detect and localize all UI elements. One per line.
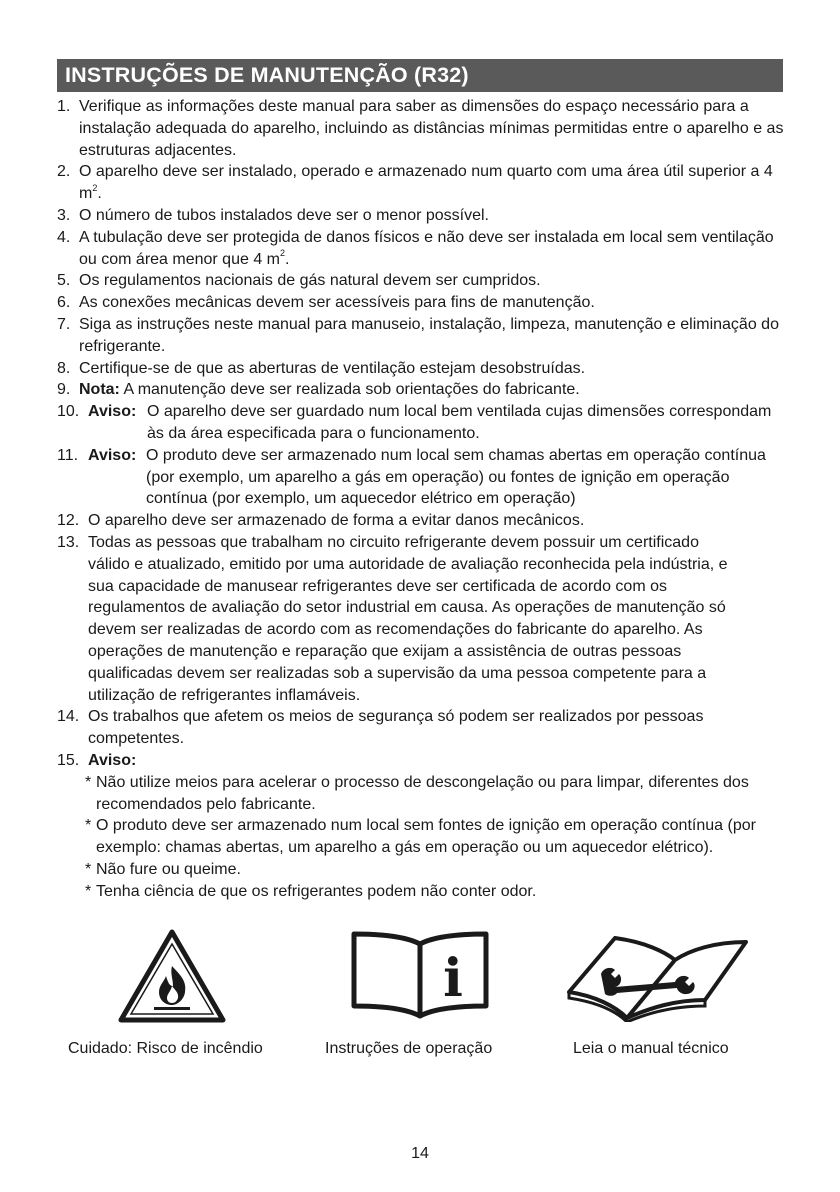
list-item	[57, 358, 787, 380]
list-item	[57, 750, 787, 772]
item-number: 8.	[57, 359, 71, 377]
list-item	[57, 532, 787, 706]
list-item	[57, 161, 787, 205]
item-text: Os trabalhos que afetem os meios de segurança só podem ser realizados por pessoas competentes.	[88, 708, 704, 748]
page-number: 14	[411, 1145, 429, 1162]
list-item	[57, 445, 787, 510]
warning-bullets	[57, 772, 787, 903]
item-number: 5.	[57, 272, 71, 290]
list-item	[57, 227, 787, 271]
list-item	[57, 401, 787, 445]
technical-manual-caption: Leia o manual técnico	[573, 1040, 729, 1057]
list-item	[57, 96, 787, 161]
item-number: 11.	[57, 446, 79, 464]
item-number: 3.	[57, 206, 71, 224]
info-glyph: i	[443, 948, 463, 1009]
bullet-marker: *	[85, 882, 92, 900]
item-number: 13.	[57, 533, 80, 551]
item-text: A tubulação deve ser protegida de danos físicos e não deve ser instalada em local sem ventilação ou com área menor que 4 $m^2$.	[79, 228, 774, 268]
item-number: 4.	[57, 228, 71, 246]
superscript: 2	[280, 248, 286, 259]
list-item	[57, 379, 787, 401]
item-number: 6.	[57, 294, 71, 312]
bullet-item: * Não utilize meios para acelerar o processo de descongelação ou para limpar, diferentes dos recomendados pelo fabricante.	[85, 772, 787, 816]
bullet-marker: *	[85, 860, 92, 878]
bullet-marker: *	[85, 817, 92, 835]
item-text: Nota: A manutenção deve ser realizada sob orientações do fabricante.	[79, 381, 580, 399]
item-number: 9.	[57, 381, 71, 399]
bullet-item: * Não fure ou queime.	[85, 859, 787, 881]
item-text: O aparelho deve ser armazenado de forma a evitar danos mecânicos.	[88, 512, 585, 530]
item-number: 1.	[57, 98, 71, 115]
list-item	[57, 205, 787, 227]
item-text: O aparelho deve ser instalado, operado e armazenado num quarto com uma área útil superior a 4 $m^2$.	[79, 163, 773, 203]
superscript: 2	[92, 182, 98, 193]
note-label: Nota:	[79, 381, 120, 399]
item-number: 14.	[57, 708, 80, 726]
fire-warning-caption: Cuidado: Risco de incêndio	[68, 1040, 263, 1057]
item-text: Aviso: O aparelho deve ser guardado num local bem ventilada cujas dimensões correspondam às da área especificada para o funcionamento.	[88, 401, 787, 445]
bullet-item: * O produto deve ser armazenado num local sem fontes de ignição em operação contínua (por exemplo: chamas abertas, um aparelho a gás em operação ou um aquecedor elétrico).	[85, 815, 787, 859]
section-title: INSTRUÇÕES DE MANUTENÇÃO (R32)	[57, 59, 783, 92]
fire-warning-icon	[117, 928, 227, 1024]
list-item	[57, 706, 787, 750]
maintenance-instructions-list	[57, 96, 787, 902]
item-text: Aviso: O produto deve ser armazenado num local sem chamas abertas em operação contínua (por exemplo, um aparelho a gás em operação) ou fontes de ignição em operação contínua (por exemplo, um aquecedor elétrico em operação)	[88, 445, 787, 510]
warning-label: Aviso:	[88, 751, 137, 769]
item-number: 12.	[57, 512, 80, 530]
list-item	[57, 292, 787, 314]
technical-manual-icon	[565, 930, 750, 1022]
item-text: Certifique-se de que as aberturas de ventilação estejam desobstruídas.	[79, 359, 586, 377]
list-item	[57, 510, 787, 532]
item-number: 10.	[57, 403, 80, 421]
item-number: 2.	[57, 163, 71, 181]
bullet-marker: *	[85, 773, 92, 791]
operating-manual-caption: Instruções de operação	[325, 1040, 493, 1057]
operating-manual-icon	[350, 930, 490, 1020]
item-text: Siga as instruções neste manual para manuseio, instalação, limpeza, manutenção e eliminação do refrigerante.	[79, 315, 779, 355]
list-item	[57, 314, 787, 358]
bullet-item: * Tenha ciência de que os refrigerantes podem não conter odor.	[85, 881, 787, 903]
item-text: Os regulamentos nacionais de gás natural devem ser cumpridos.	[79, 272, 541, 290]
warning-label: Aviso:	[88, 446, 137, 464]
list-item	[57, 270, 787, 292]
item-number: 7.	[57, 315, 71, 333]
item-text: As conexões mecânicas devem ser acessíveis para fins de manutenção.	[79, 294, 595, 312]
item-text: Todas as pessoas que trabalham no circuito refrigerante devem possuir um certificado válido e atualizado, emitido por uma autoridade de avaliação reconhecida pela indústria, e sua capacidade de manusear refrigerantes deve ser certificada de acordo com os regulamentos de avaliação do setor industrial em causa. As operações de manutenção só devem ser realizadas de acordo com as recomendações do fabricante do aparelho. As operações de manutenção e reparação que exijam a assistência de outras pessoas qualificadas devem ser realizadas sob a supervisão da uma pessoa competente para a utilização de refrigerantes inflamáveis.	[88, 533, 728, 704]
item-text: Verifique as informações deste manual para saber as dimensões do espaço necessário para a instalação adequada do aparelho, incluindo as distâncias mínimas permitidas entre o aparelho e as estruturas adjacentes.	[79, 98, 784, 159]
item-number: 15.	[57, 751, 80, 769]
item-text: O número de tubos instalados deve ser o menor possível.	[79, 206, 489, 224]
warning-label: Aviso:	[88, 403, 137, 421]
